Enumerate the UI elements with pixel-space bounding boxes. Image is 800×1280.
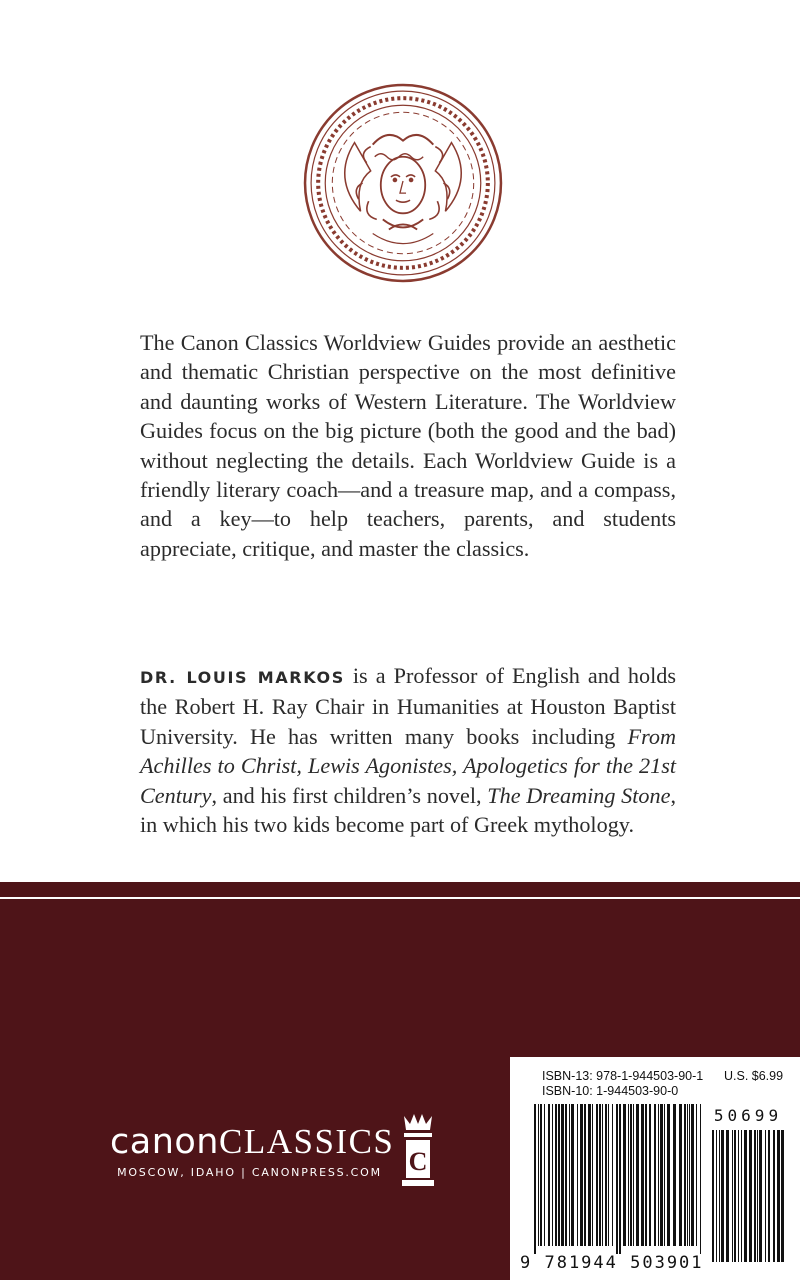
publisher-logo [110,1122,394,1162]
barcode-panel [510,1057,800,1280]
crest-letter: C [408,1147,428,1176]
barcode-addon-number: 50699 [713,1106,783,1125]
logo-classics: CLASSICS [218,1122,395,1161]
book-titles: From Achilles to Christ, Lewis Agonistes, Apologetics for the 21st Century [140,723,676,808]
bio-text-1: is a Professor of English and holds the Robert H. Ray Chair in Humanities at Houston Baptist University. He has written many books including [140,663,676,749]
band-divider [0,897,800,899]
bio-text-3: , in which his two kids become part of Greek mythology. [140,782,676,838]
crown-pillar-icon [400,1112,436,1188]
medusa-medallion-icon [302,82,504,284]
author-bio [140,661,676,839]
series-description: The Canon Classics Worldview Guides provide an aesthetic and thematic Christian perspective on the most definitive and daunting works of Western Literature. The Worldview Guides focus on the big picture (both the good and the bad) without neglecting the details. Each Worldview Guide is a friendly literary coach—and a treasure map, and a compass, and a key—to help teachers, parents, and students appreciate, critique, and master the classics. [140,330,676,561]
isbn-13: ISBN-13: 978-1-944503-90-1 [542,1069,704,1083]
publisher-tagline: MOSCOW, IDAHO | CANONPRESS.COM [117,1166,382,1179]
barcode-icon [532,1104,704,1254]
book-title-dreaming-stone: The Dreaming Stone [487,782,671,808]
author-name: DR. LOUIS MARKOS [140,668,345,687]
logo-canon: canon [110,1122,219,1162]
price-label: U.S. $6.99 [724,1069,784,1083]
addon-barcode-icon [710,1130,788,1270]
barcode-digits: 9 781944 503901 [520,1253,704,1273]
isbn-10: ISBN-10: 1-944503-90-0 [542,1084,679,1098]
bio-text-2: , and his first children’s novel, [211,782,488,808]
